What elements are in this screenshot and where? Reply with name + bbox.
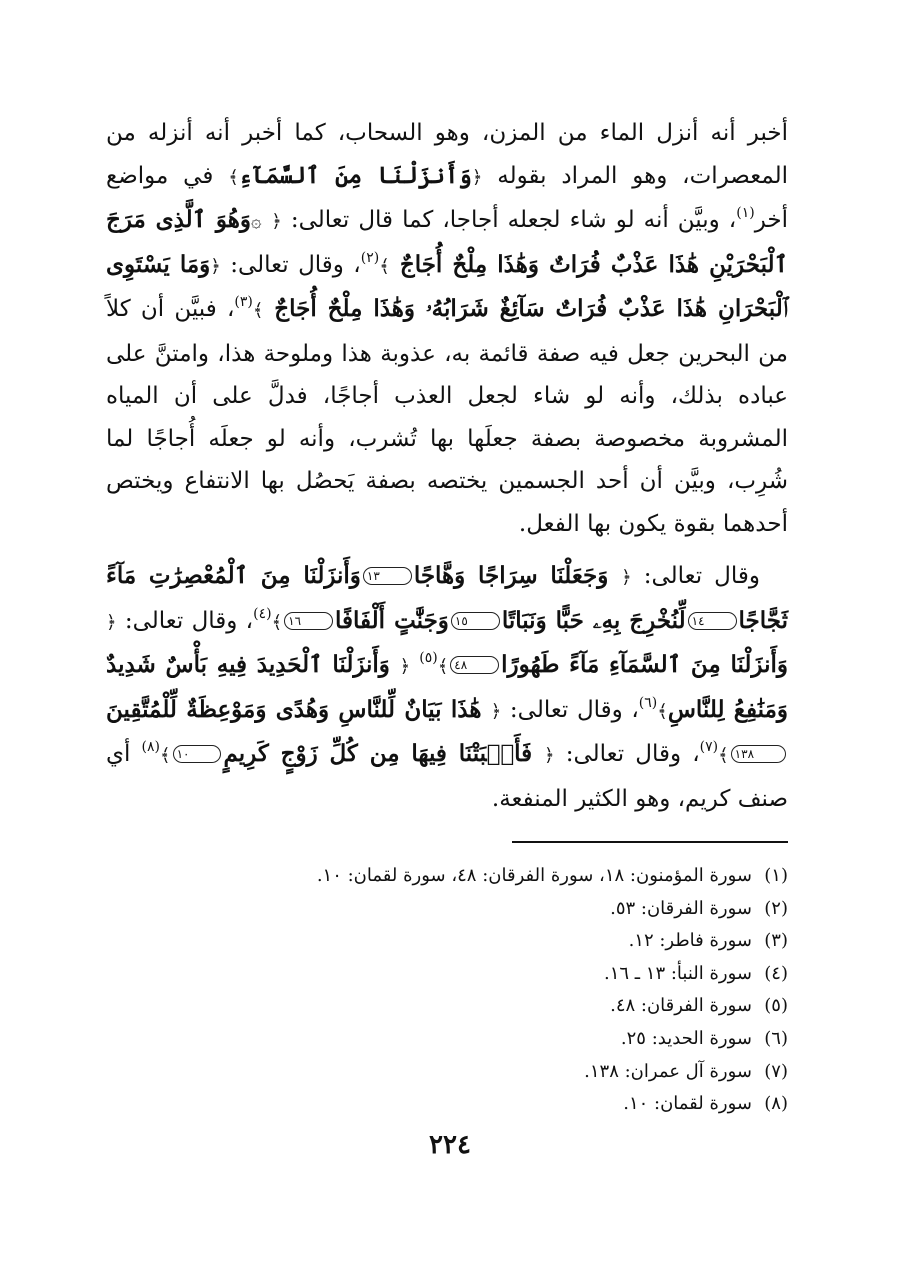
ornate-bracket-open: ﴿ (271, 211, 282, 232)
footnote-number: (٥) (764, 995, 788, 1017)
text-segment: ، وقال تعالى: (565, 741, 700, 767)
footnote-divider (512, 841, 788, 843)
ornate-bracket-close: ﴾ (437, 656, 449, 677)
ornate-bracket-close: ﴾ (657, 700, 668, 722)
quran-quote: ﴿ ۞وَهُوَ ٱلَّذِى مَرَجَ ٱلْبَحْرَيْنِ هَٰذَا عَذْبٌ فُرَاتٌ وَهَٰذَا مِلْحٌ أُجَاجٌ ﴾ (106, 206, 788, 278)
ornate-bracket-close: ﴾ (252, 300, 264, 321)
quran-quote: ﴿ وَأَنزَلْنَا مِنَ ٱلسَّمَآءِ مَآءً طَهُورًا٤٨﴾ (106, 611, 789, 678)
text-segment: وقال تعالى: (643, 563, 761, 589)
text-segment: في مواضع أخر (106, 162, 788, 233)
page-number: ٢٢٤ (429, 1130, 471, 1160)
footnote-number: (٤) (764, 962, 788, 984)
ornate-bracket-close: ﴾ (379, 255, 390, 277)
footnote-number: (٢) (764, 897, 788, 919)
text-segment: أي صنف كريم، وهو الكثير المنفعة. (106, 741, 788, 812)
footnote-ref-8: (٨) (141, 739, 161, 755)
footnotes (228, 860, 788, 1121)
text-segment: أخبر أنه أنزل الماء من المزن، وهو السحاب، كما أخبر أنه أنزله من المعصرات، وهو المراد بقوله (106, 120, 789, 189)
ornate-bracket-open: ﴿ (210, 255, 221, 277)
ayah-number-marker: ١٠ (173, 745, 222, 763)
sajda-star-icon: ۞ (251, 211, 262, 232)
footnote-text: سورة الحديد: ٢٥. (620, 1027, 752, 1049)
footnote-text: سورة الفرقان: ٥٣. (610, 897, 752, 919)
footnote-ref-7: (٧) (699, 739, 719, 755)
footnote-number: (٨) (764, 1093, 788, 1115)
quran-quote: ﴿ وَجَعَلْنَا سِرَاجًا وَهَّاجًا١٣وَأَنزَلْنَا مِنَ ٱلْمُعْصِرَٰتِ مَآءً ثَجَّاجًا١٤لِّنُخْرِجَ بِهِۦ حَبًّا وَنَبَاتًا١٥وَجَنَّٰتٍ أَلْفَافًا١٦﴾ (106, 562, 788, 634)
ornate-bracket-close: ﴾ (271, 611, 283, 633)
text-segment: ، وقال تعالى: (230, 251, 361, 278)
footnote-number: (١) (764, 865, 788, 886)
text-segment: ، فبيَّن أن كلاً من البحرين جعل فيه صفة قائمة به، عذوبة هذا وملوحة هذا، وامتنَّ على عباده بذلك، وأنه لو شاء لجعل العذب أجاجًا، فدلَّ على أن المياه المشروبة مخصوصة بصفة جعلَها بها تُشرب، وأنه لو جعلَه أُجاجًا لما شُرِب، وبيَّن أن أحد الجسمين يختصه بصفة يَحصُل بها الانتفاع ويختص أحدهما بقوة يكون بها الفعل. (106, 296, 788, 537)
footnote-ref-4: (٤) (253, 605, 272, 622)
text-segment: ، وقال تعالى: (509, 696, 639, 723)
footnote-text: سورة فاطر: ١٢. (628, 930, 752, 952)
footnote-text: سورة النبأ: ١٣ ـ ١٦. (604, 962, 752, 984)
footnote-number: (٣) (764, 930, 788, 952)
ornate-bracket-close: ﴾ (718, 745, 729, 766)
main-text (106, 112, 788, 820)
footnote-ref-6: (٦) (638, 694, 658, 711)
footnote-item (228, 893, 788, 926)
paragraph-2 (106, 555, 788, 820)
quran-quote: ﴿ فَأَنۢبَتْنَا فِيهَا مِن كُلِّ زَوْجٍ كَرِيمٍ١٠﴾ (160, 740, 555, 767)
ornate-bracket-close: ﴾ (228, 166, 239, 188)
footnote-number: (٦) (764, 1027, 788, 1049)
footnote-item (228, 958, 788, 991)
quran-quote: ﴿ هَٰذَا بَيَانٌ لِّلنَّاسِ وَهُدًى وَمَوْعِظَةٌ لِّلْمُتَّقِينَ١٣٨﴾ (106, 696, 788, 768)
ayah-number-marker: ١٣٨ (731, 745, 786, 763)
footnote-text: سورة الفرقان: ٤٨. (610, 995, 752, 1017)
quran-quote: ﴿وَمَا يَسْتَوِى ٱلْبَحْرَانِ هَٰذَا عَذْبٌ فُرَاتٌ سَآئِغٌ شَرَابُهُۥ وَهَٰذَا مِلْحٌ أُجَاجٌ ﴾ (106, 250, 788, 322)
ayah-number-marker: ١٣ (363, 567, 412, 585)
ornate-bracket-close: ﴾ (160, 745, 171, 766)
footnote-item (228, 1056, 788, 1089)
ornate-bracket-open: ﴿ (544, 745, 555, 766)
footnote-ref-5: (٥) (419, 650, 438, 666)
footnote-item (228, 990, 788, 1023)
paragraph-1 (106, 112, 788, 545)
footnote-ref-3: (٣) (234, 294, 253, 310)
ornate-bracket-open: ﴿ (490, 700, 502, 722)
ayah-number-marker: ١٥ (451, 612, 500, 630)
footnote-item (228, 860, 788, 893)
footnote-text: سورة لقمان: ١٠. (623, 1093, 752, 1115)
ornate-bracket-open: ﴿ (399, 656, 411, 677)
quran-quote: ﴿وَأَنزَلْنَا مِنَ ٱلسَّمَآءِ﴾ (228, 161, 483, 189)
ornate-bracket-open: ﴿ (106, 611, 117, 633)
footnote-item (228, 1023, 788, 1056)
quran-quote: ﴿ وَأَنزَلْنَا ٱلْحَدِيدَ فِيهِ بَأْسٌ شَدِيدٌ وَمَنَٰفِعُ لِلنَّاسِ﴾ (106, 651, 788, 723)
footnote-text: سورة آل عمران: ١٣٨. (584, 1060, 752, 1082)
ornate-bracket-open: ﴿ (621, 567, 632, 588)
ayah-number-marker: ١٦ (284, 612, 333, 630)
footnote-text: سورة المؤمنون: ١٨، سورة الفرقان: ٤٨، سورة لقمان: ١٠. (316, 865, 752, 886)
footnote-number: (٧) (764, 1060, 788, 1082)
footnote-ref-1: (١) (736, 205, 755, 221)
text-segment: ، وقال تعالى: (124, 607, 254, 634)
text-segment: ، وبيَّن أنه لو شاء لجعله أجاجا، كما قال تعالى: (290, 207, 737, 233)
footnote-item (228, 1088, 788, 1121)
footnote-ref-2: (٢) (360, 249, 380, 266)
ayah-number-marker: ٤٨ (450, 656, 499, 674)
footnote-item (228, 925, 788, 958)
ayah-number-marker: ١٤ (688, 612, 737, 630)
ornate-bracket-open: ﴿ (471, 166, 483, 188)
